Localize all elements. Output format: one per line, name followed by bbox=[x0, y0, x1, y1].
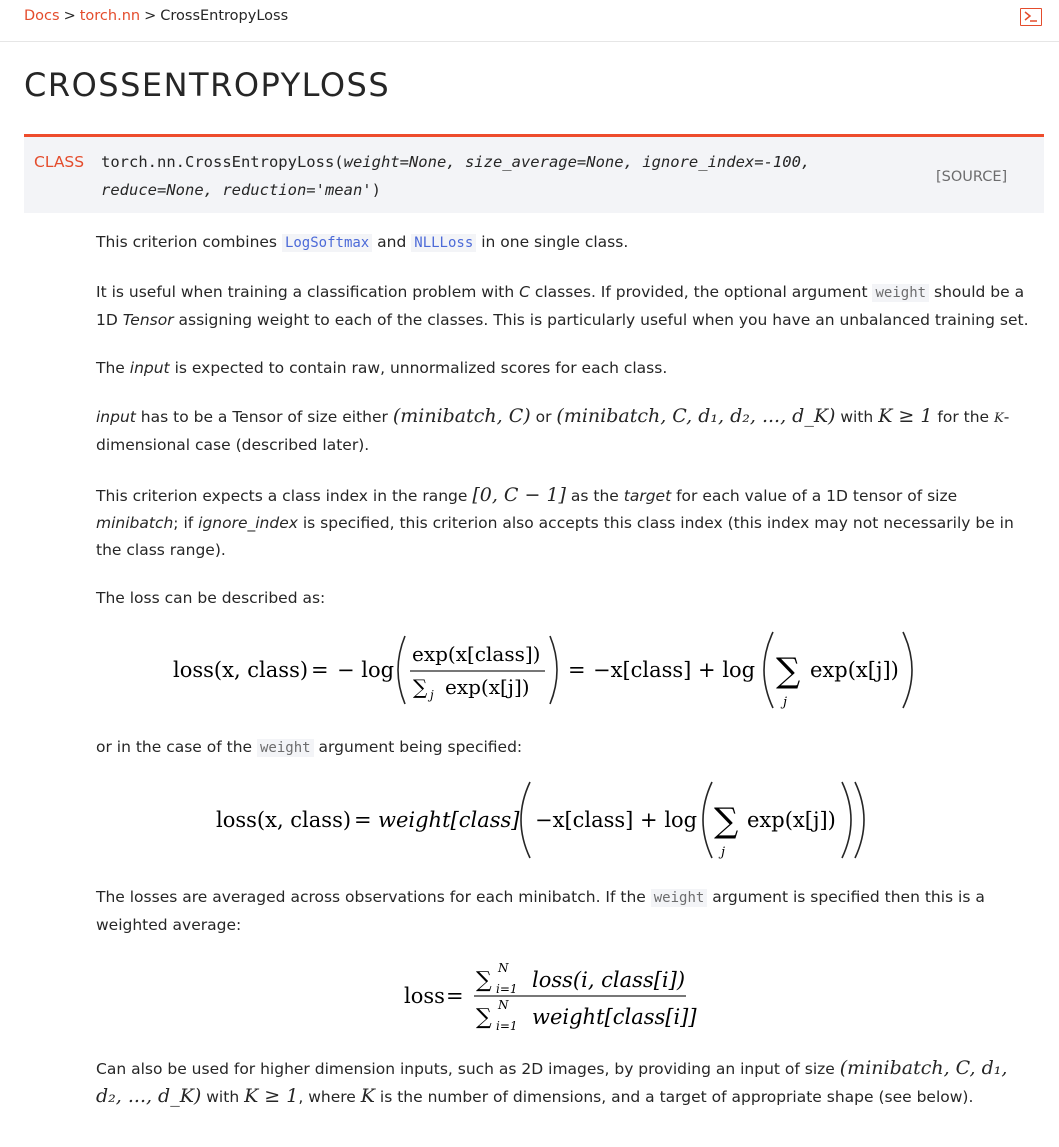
text: as the bbox=[565, 487, 624, 505]
signature-params-1: weight=None, size_average=None, ignore_index=-100, bbox=[343, 153, 811, 171]
signature-line-2: reduce=None, reduction='mean') bbox=[101, 181, 381, 199]
eq1-denominator: exp(x[j]) bbox=[445, 675, 530, 699]
terminal-icon[interactable] bbox=[1020, 8, 1042, 26]
text: for the bbox=[932, 408, 995, 426]
eq2-outer-paren-right bbox=[855, 782, 864, 858]
eq2-inner: −x[class] + log bbox=[535, 808, 698, 832]
text: has to be a Tensor of size either bbox=[135, 408, 393, 426]
eq1-paren-left bbox=[398, 636, 405, 704]
text: is specified, this criterion also accepts this class index (this index may not necessarily be in the class range). bbox=[96, 514, 1014, 559]
eq1-sigma: ∑ bbox=[776, 651, 801, 691]
paragraph-input-size bbox=[96, 403, 1036, 459]
paragraph-weight-case bbox=[96, 734, 1036, 762]
eq1-lhs: loss(x, class) bbox=[173, 658, 309, 682]
text: This criterion expects a class index in the range bbox=[96, 487, 473, 505]
eq3-equals: = bbox=[446, 984, 464, 1008]
eq3-num-lower: i=1 bbox=[496, 982, 518, 996]
weight-code: weight bbox=[872, 284, 929, 302]
nllloss-link[interactable]: NLLLoss bbox=[411, 234, 476, 252]
math-k-condition: K ≥ 1 bbox=[878, 405, 933, 427]
text: classes. If provided, the optional argument bbox=[529, 283, 873, 301]
breadcrumb-current: CrossEntropyLoss bbox=[160, 8, 289, 24]
breadcrumb-torch-nn-link[interactable]: torch.nn bbox=[79, 8, 141, 24]
math-size-2d: (minibatch, C) bbox=[392, 405, 531, 427]
ignore-index-term: ignore_index bbox=[198, 514, 298, 532]
math-size-kd: (minibatch, C, d₁, d₂, ..., d_K) bbox=[556, 405, 836, 427]
eq1-denominator-index: j bbox=[430, 688, 434, 702]
paragraph-intro bbox=[96, 229, 1036, 257]
breadcrumb bbox=[24, 8, 288, 24]
paragraph-input bbox=[96, 355, 1036, 382]
text: The losses are averaged across observations for each minibatch. If the bbox=[96, 888, 651, 906]
text: and bbox=[372, 233, 412, 251]
text: should be a 1D bbox=[96, 283, 1025, 329]
class-signature bbox=[24, 134, 1044, 213]
text: This criterion combines bbox=[96, 233, 282, 251]
text: or bbox=[530, 408, 557, 426]
math-c: C bbox=[519, 283, 530, 301]
equation-weighted-loss bbox=[210, 778, 880, 866]
equation-weighted-average bbox=[398, 954, 698, 1044]
signature-params-2: reduce=None, reduction='mean' bbox=[101, 181, 372, 199]
text: for each value of a 1D tensor of size bbox=[671, 487, 958, 505]
paragraph-usage bbox=[96, 279, 1036, 334]
eq1-sum-index: j bbox=[783, 695, 788, 710]
text: in one single class. bbox=[476, 233, 629, 251]
math-size-kd: (minibatch, C, d₁, d₂, ..., d_K) bbox=[96, 1057, 1008, 1107]
text: It is useful when training a classification problem with bbox=[96, 283, 520, 301]
eq3-denominator: weight[class[i]] bbox=[532, 1005, 697, 1029]
eq1-big-paren-right bbox=[903, 632, 912, 708]
text: The bbox=[96, 359, 130, 377]
input-term: input bbox=[129, 359, 170, 377]
text: ; if bbox=[173, 514, 199, 532]
page-title: CROSSENTROPYLOSS bbox=[24, 66, 391, 104]
text: -dimensional case (described later). bbox=[96, 408, 1010, 454]
text: with bbox=[201, 1088, 245, 1106]
eq1-paren-right bbox=[550, 636, 557, 704]
equation-loss bbox=[165, 628, 925, 716]
class-label: CLASS bbox=[34, 153, 85, 171]
eq3-num-upper: N bbox=[498, 961, 509, 975]
minibatch-term: minibatch bbox=[96, 514, 174, 532]
eq3-den-upper: N bbox=[498, 998, 509, 1012]
source-link[interactable]: [SOURCE] bbox=[936, 169, 1008, 185]
text: , where bbox=[298, 1088, 361, 1106]
eq1-neg-log: − log bbox=[337, 658, 395, 682]
eq1-denominator-sigma: ∑ bbox=[413, 675, 428, 699]
math-k: K bbox=[994, 411, 1004, 426]
paragraph-higher-dim bbox=[96, 1055, 1036, 1111]
eq3-den-lower: i=1 bbox=[496, 1019, 518, 1033]
weight-code: weight bbox=[257, 739, 314, 757]
eq2-lhs: loss(x, class) bbox=[216, 808, 352, 832]
text: argument is specified then this is a weighted average: bbox=[96, 888, 985, 934]
math-k: K bbox=[360, 1085, 375, 1107]
text: is expected to contain raw, unnormalized scores for each class. bbox=[169, 359, 668, 377]
eq2-outer-paren-left bbox=[521, 782, 530, 858]
eq2-inner-paren-right bbox=[842, 782, 851, 858]
eq2-sigma: ∑ bbox=[714, 801, 739, 841]
eq2-inner-paren-left bbox=[703, 782, 712, 858]
eq2-sum-term: exp(x[j]) bbox=[747, 808, 836, 832]
eq1-equals: = bbox=[311, 658, 329, 682]
text: assigning weight to each of the classes. This is particularly useful when you have an unbalanced training set. bbox=[173, 311, 1029, 329]
weight-code: weight bbox=[651, 889, 708, 907]
breadcrumb-separator: > bbox=[144, 8, 157, 24]
eq3-den-sigma: ∑ bbox=[476, 1005, 492, 1030]
paragraph-averaging bbox=[96, 884, 1036, 939]
eq3-lhs: loss bbox=[404, 984, 445, 1008]
eq1-big-paren-left bbox=[764, 632, 773, 708]
eq3-num-sigma: ∑ bbox=[476, 968, 492, 993]
breadcrumb-bar bbox=[0, 0, 1059, 42]
eq1-numerator: exp(x[class]) bbox=[412, 642, 541, 666]
target-term: target bbox=[623, 487, 672, 505]
class-name: torch.nn.CrossEntropyLoss bbox=[101, 153, 335, 171]
math-range: [0, C − 1] bbox=[472, 484, 566, 506]
eq2-equals: = bbox=[354, 808, 372, 832]
eq3-numerator: loss(i, class[i]) bbox=[532, 968, 686, 992]
paragraph-loss-intro: The loss can be described as: bbox=[96, 589, 326, 607]
breadcrumb-separator: > bbox=[63, 8, 76, 24]
text: argument being specified: bbox=[313, 738, 523, 756]
eq2-sum-index: j bbox=[721, 845, 726, 860]
text: Can also be used for higher dimension inputs, such as 2D images, by providing an input of size bbox=[96, 1060, 840, 1078]
text: is the number of dimensions, and a target of appropriate shape (see below). bbox=[374, 1088, 974, 1106]
eq2-weight: weight[class] bbox=[378, 808, 520, 832]
eq1-rhs-equals: = bbox=[568, 658, 586, 682]
math-k-condition: K ≥ 1 bbox=[244, 1085, 299, 1107]
input-term: input bbox=[96, 408, 136, 426]
eq1-rhs: −x[class] + log bbox=[593, 658, 756, 682]
tensor-term: Tensor bbox=[122, 311, 174, 329]
text: or in the case of the bbox=[96, 738, 257, 756]
signature-line-1: torch.nn.CrossEntropyLoss(weight=None, size_average=None, ignore_index=-100, bbox=[101, 153, 811, 171]
eq1-sum-term: exp(x[j]) bbox=[810, 658, 899, 682]
text: with bbox=[835, 408, 879, 426]
paragraph-target bbox=[96, 482, 1036, 564]
breadcrumb-docs-link[interactable]: Docs bbox=[24, 8, 60, 24]
logsoftmax-link[interactable]: LogSoftmax bbox=[282, 234, 372, 252]
